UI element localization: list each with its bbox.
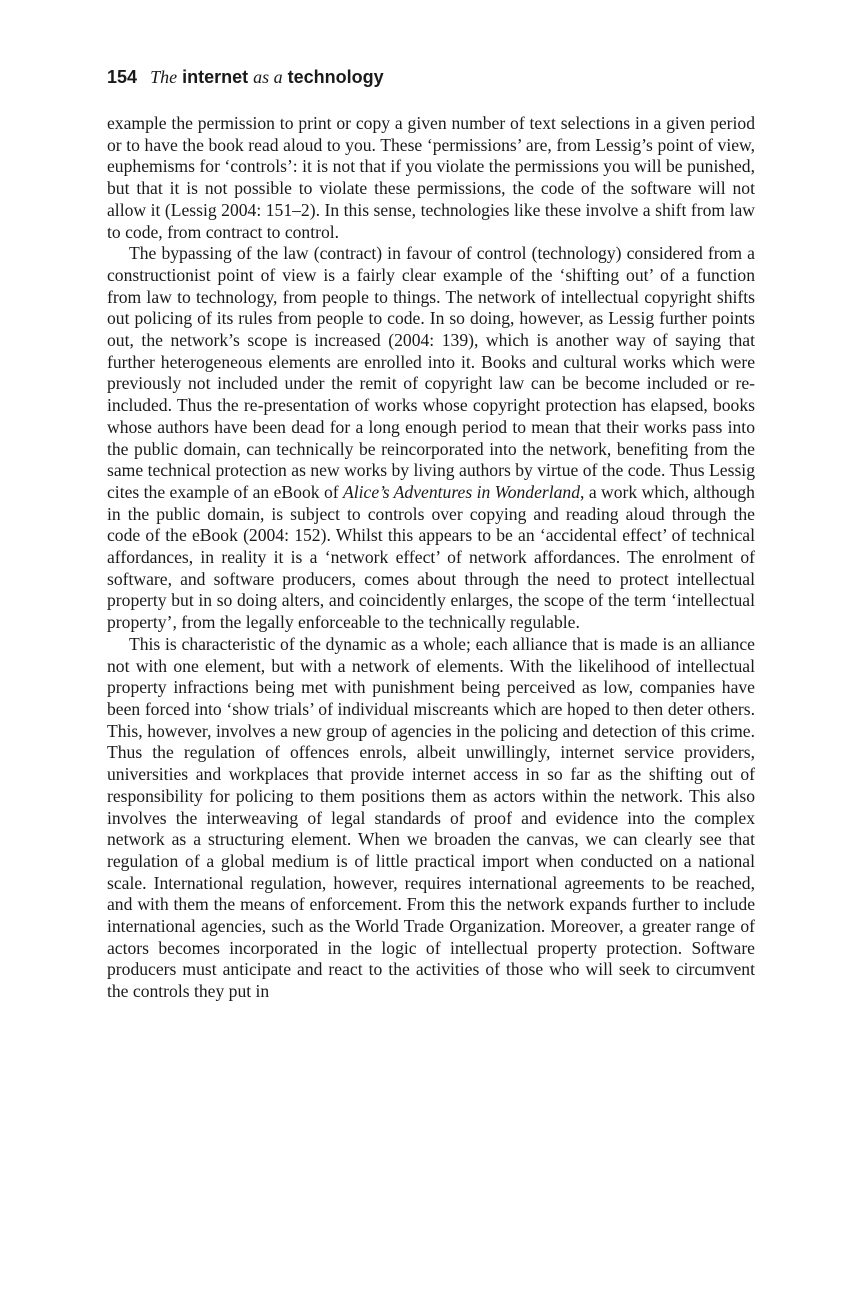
paragraph-text: The bypassing of the law (contract) in favour of control (technology) considered from a constructionist point of view is a fairly clear example of the ‘shifting out’ of a function from law to technology, from people to things. The network of intellectual copyright shifts out policing of its rules from people to code. In so doing, however, as Lessig further points out, the network’s scope is increased (2004: 139), which is another way of saying that further heterogeneous elements are enrolled into it. Books and cultural works which were previously not included under the remit of copyright law can be become included or re-included. Thus the re-presentation of works whose copyright protection has elapsed, books whose authors have been dead for a long enough period to mean that their works pass into the public domain, can technically be reincorporated into the network, benefiting from the same technical protection as new works by living authors by virtue of the code. Thus Lessig cites the example of an eBook of bbox=[107, 243, 755, 502]
paragraph-text: , a work which, although in the public domain, is subject to controls over copying and reading aloud through the code of the eBook (2004: 152). Whilst this appears to be an ‘accidental effect’ of technical affordances, in reality it is a ‘network effect’ of network affordances. The enrolment of software, and software producers, comes about through the need to protect intellectual property but in so doing alters, and coincidently enlarges, the scope of the term ‘intellectual property’, from the legally enforceable to the technically regulable. bbox=[107, 481, 755, 633]
page-body bbox=[107, 113, 755, 1003]
paragraph-bypassing-law bbox=[107, 243, 755, 634]
running-title-the: The bbox=[150, 67, 178, 87]
book-title-italic: Alice’s Adventures in Wonderland bbox=[343, 481, 581, 502]
running-head bbox=[107, 66, 384, 88]
paragraph-dynamic-whole: This is characteristic of the dynamic as a whole; each alliance that is made is an alliance not with one element, but with a network of elements. With the likelihood of intellectual property infractions being met with punishment being perceived as low, companies have been forced into ‘show trials’ of individual miscreants which are hoped to then deter others. This, however, involves a new group of agencies in the policing and detection of this crime. Thus the regulation of offences enrols, albeit unwillingly, internet service providers, universities and workplaces that provide internet access in so far as the shifting out of responsibility for policing to them positions them as actors within the network. This also involves the interweaving of legal standards of proof and evidence into the complex network as a structuring element. When we broaden the canvas, we can clearly see that regulation of a global medium is of little practical import when conducted on a national scale. International regulation, however, requires international agreements to be reached, and with them the means of enforcement. From this the network expands further to include international agencies, such as the World Trade Organization. Moreover, a greater range of actors becomes incorporated in the logic of intellectual property protection. Software producers must anticipate and react to the activities of those who will seek to circumvent the controls they put in bbox=[107, 633, 755, 1002]
running-title-internet: internet bbox=[182, 67, 249, 87]
running-title-technology: technology bbox=[287, 67, 384, 87]
page-number: 154 bbox=[107, 67, 138, 87]
paragraph-continued: example the permission to print or copy a given number of text selections in a given period or to have the book read aloud to you. These ‘permissions’ are, from Lessig’s point of view, euphemisms for ‘controls’: it is not that if you violate the permissions you will be punished, but that it is not possible to violate these permissions, the code of the software will not allow it (Lessig 2004: 151–2). In this sense, technologies like these involve a shift from law to code, from contract to control. bbox=[107, 113, 755, 242]
running-title-as-a: as a bbox=[253, 67, 283, 87]
